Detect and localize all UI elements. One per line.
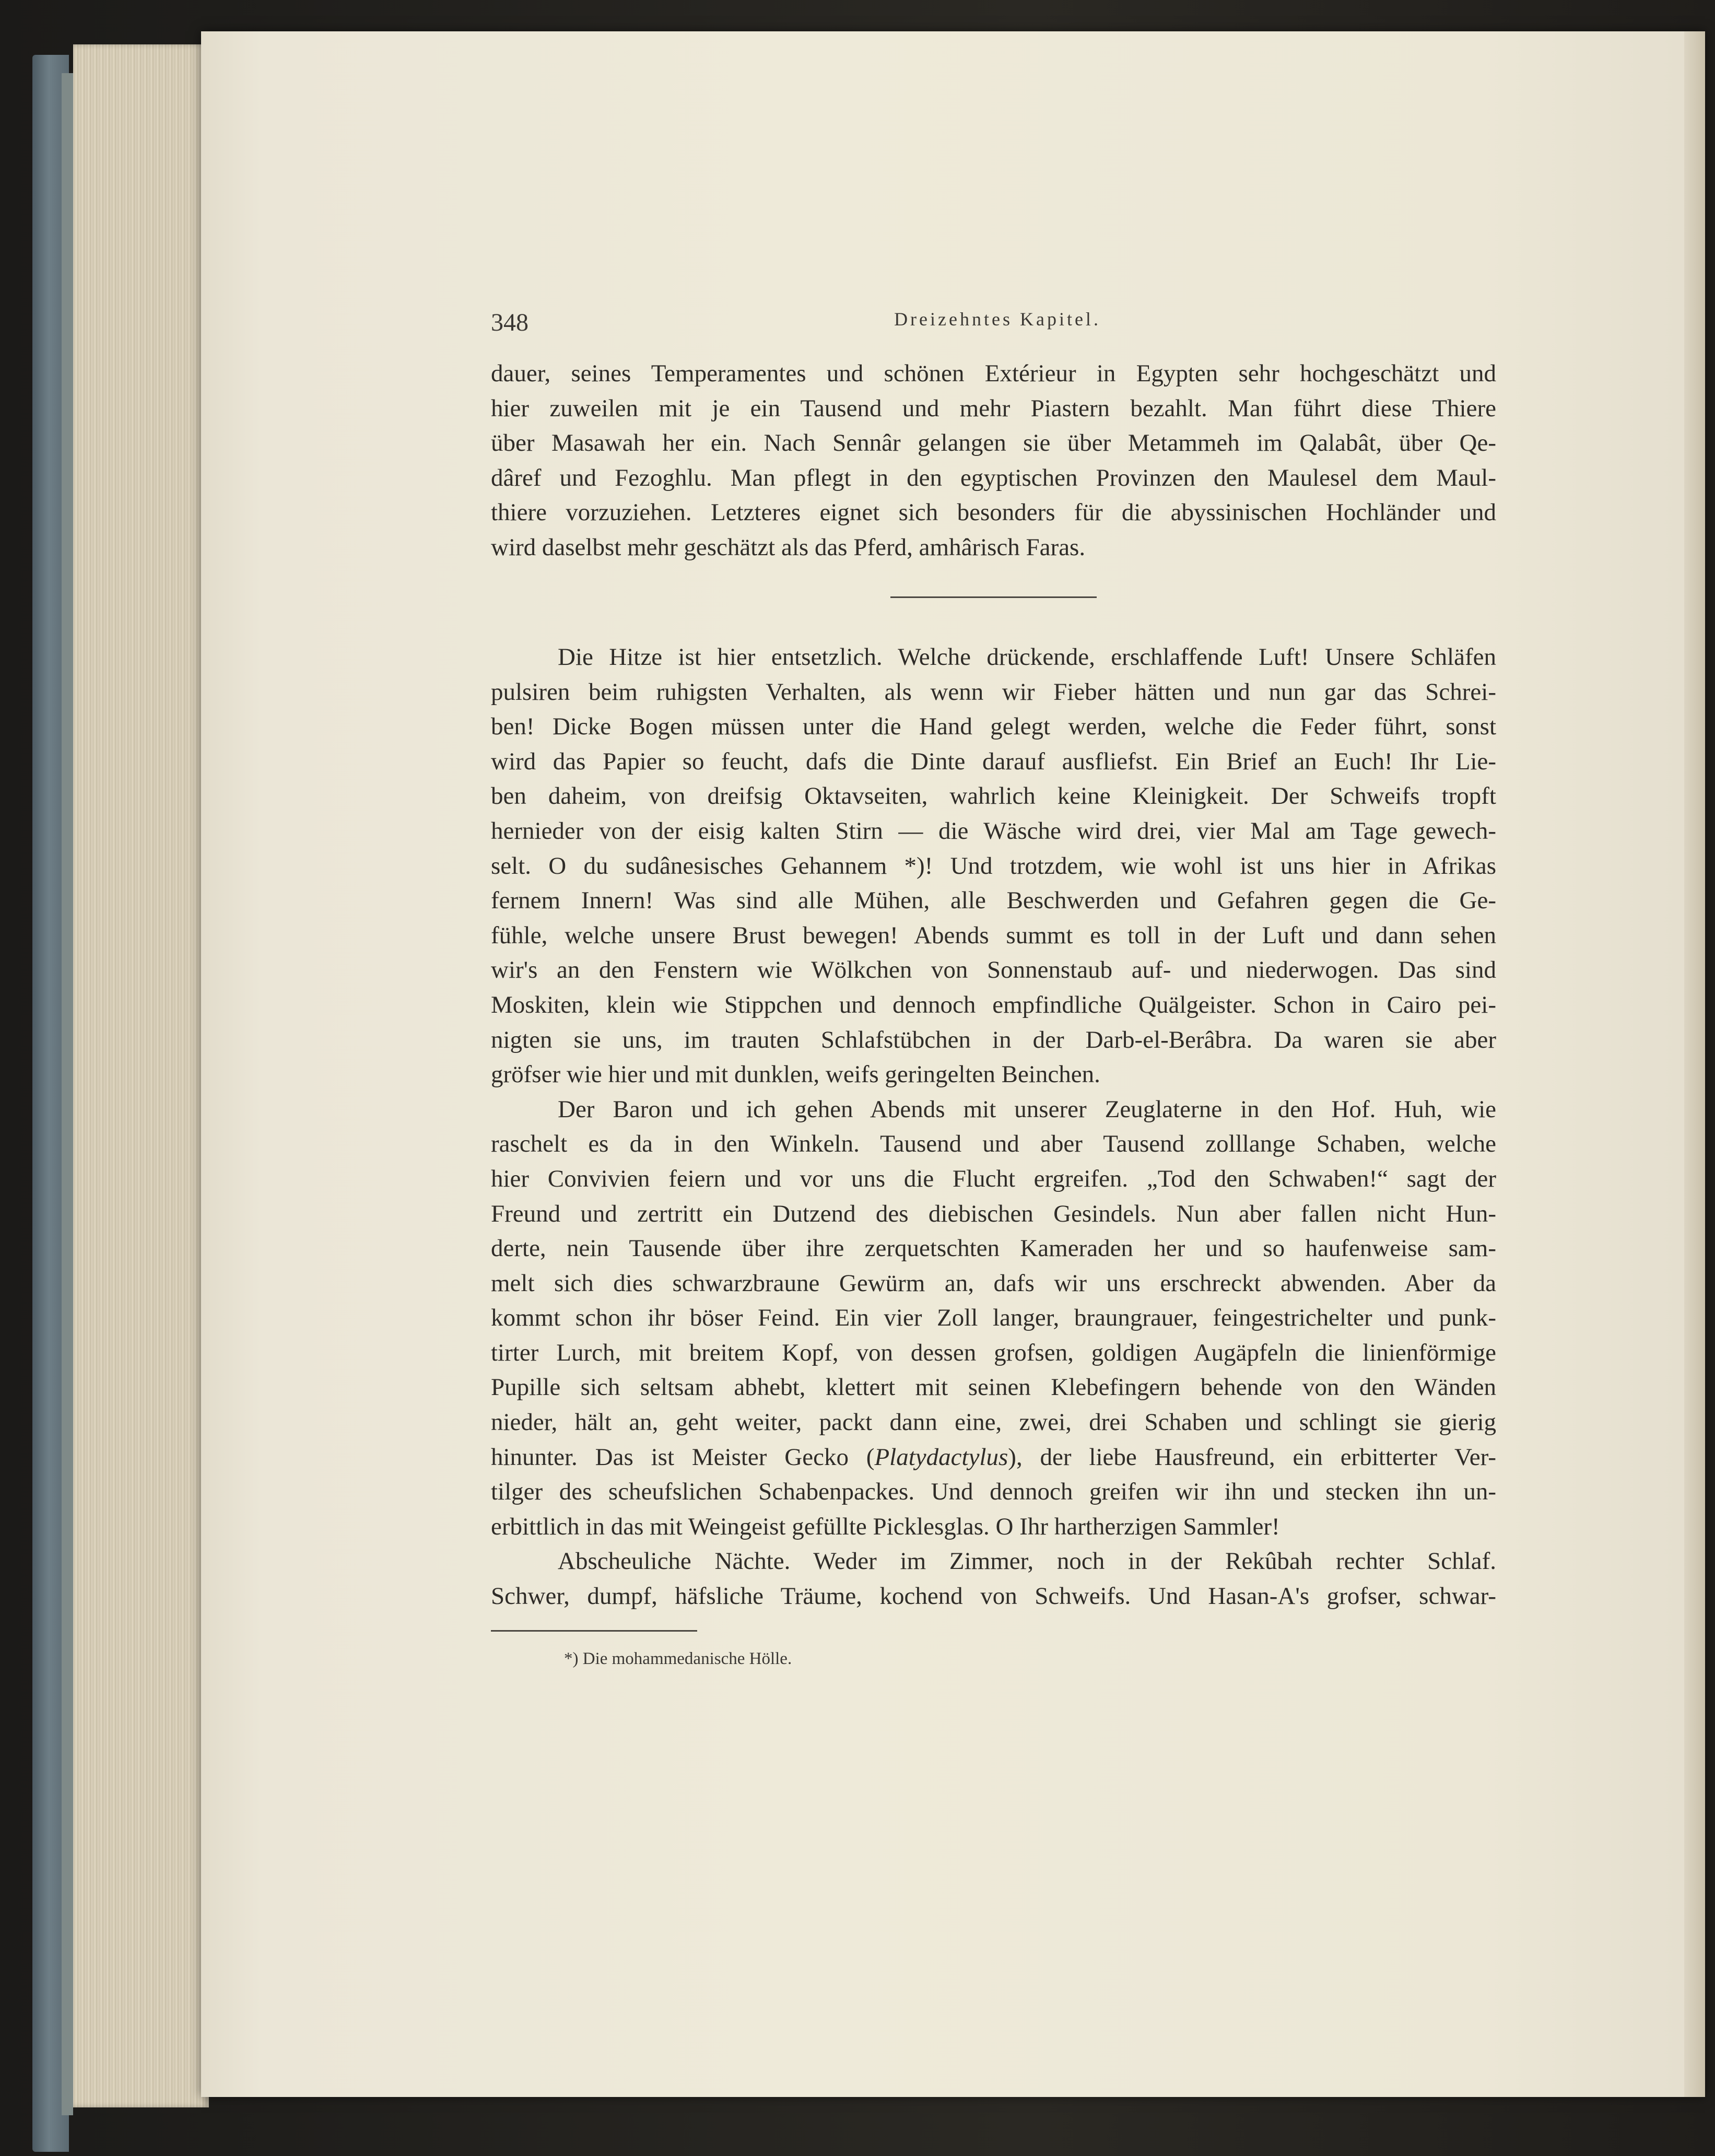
text-line: derte, nein Tausende über ihre zerquetschten Kameraden her und so haufenweise sam- <box>491 1235 1496 1262</box>
text-line: fernem Innern! Was sind alle Mühen, alle Beschwerden und Gefahren gegen die Ge- <box>491 887 1496 915</box>
text-line: raschelt es da in den Winkeln. Tausend und aber Tausend zolllange Schaben, welche <box>491 1130 1496 1158</box>
text-line: hier Convivien feiern und vor uns die Flucht ergreifen. „Tod den Schwaben!“ sagt der <box>491 1165 1496 1192</box>
text-line: Die Hitze ist hier entsetzlich. Welche drückende, erschlaffende Luft! Unsere Schläfen <box>558 643 1496 671</box>
text-line: hernieder von der eisig kalten Stirn — die Wäsche wird drei, vier Mal am Tage gewech- <box>491 817 1496 845</box>
page-number: 348 <box>491 309 528 336</box>
text-line: nigten sie uns, im trauten Schlafstübchen in der Darb-el-Berâbra. Da waren sie aber <box>491 1026 1496 1053</box>
body-text <box>491 640 1496 1614</box>
text-line: melt sich dies schwarzbraune Gewürm an, dafs wir uns erschreckt abwenden. Aber da <box>491 1269 1496 1297</box>
text-line: kommt schon ihr böser Feind. Ein vier Zoll langer, braungrauer, feingestrichelter und punk- <box>491 1304 1496 1332</box>
text-line: Pupille sich seltsam abhebt, klettert mit seinen Klebefingern behende von den Wänden <box>491 1374 1496 1401</box>
text-line: thiere vorzuziehen. Letzteres eignet sich besonders für die abyssinischen Hochländer und <box>491 499 1496 526</box>
text-line: Abscheuliche Nächte. Weder im Zimmer, noch in der Rekûbah rechter Schlaf. <box>558 1548 1496 1575</box>
section-divider <box>890 596 1097 598</box>
text-line: Schwer, dumpf, häfsliche Träume, kochend von Schweifs. Und Hasan-A's grofser, schwar- <box>491 1583 1496 1610</box>
text-line: tirter Lurch, mit breitem Kopf, von dessen grofsen, goldigen Augäpfeln die linienförmige <box>491 1339 1496 1366</box>
book-cover-inner-edge <box>62 73 73 2115</box>
page-right-edge <box>1684 31 1705 2097</box>
text-line: hier zuweilen mit je ein Tausend und mehr Piastern bezahlt. Man führt diese Thiere <box>491 394 1496 422</box>
text-line: wird daselbst mehr geschätzt als das Pferd, amhârisch Faras. <box>491 533 1086 561</box>
text-line: dâref und Fezoghlu. Man pflegt in den egyptischen Provinzen den Maulesel dem Maul- <box>491 464 1496 491</box>
text-line: gröfser wie hier und mit dunklen, weifs geringelten Beinchen. <box>491 1061 1100 1088</box>
text-line: Freund und zertritt ein Dutzend des diebischen Gesindels. Nun aber fallen nicht Hun- <box>491 1200 1496 1227</box>
footnote: *) Die mohammedanische Hölle. <box>564 1649 792 1668</box>
page-header <box>491 308 1504 345</box>
running-head: Dreizehntes Kapitel. <box>894 309 1101 330</box>
text-line: Moskiten, klein wie Stippchen und dennoch empfindliche Quälgeister. Schon in Cairo pei- <box>491 991 1496 1018</box>
text-line: dauer, seines Temperamentes und schönen Extérieur in Egypten sehr hochgeschätzt und <box>491 360 1496 387</box>
text-line: ben daheim, von dreifsig Oktavseiten, wahrlich keine Kleinigkeit. Der Schweifs tropft <box>491 782 1496 810</box>
text-line: nieder, hält an, geht weiter, packt dann eine, zwei, drei Schaben und schlingt sie gierig <box>491 1409 1496 1436</box>
text-line: über Masawah her ein. Nach Sennâr gelangen sie über Metammeh im Qalabât, über Qe- <box>491 429 1496 457</box>
text-line: ben! Dicke Bogen müssen unter die Hand gelegt werden, welche die Feder führt, sonst <box>491 713 1496 741</box>
page-stack-edges <box>73 44 209 2107</box>
text-line: wir's an den Fenstern wie Wölkchen von Sonnenstaub auf- und niederwogen. Das sind <box>491 956 1496 984</box>
footnote-rule <box>491 1630 697 1632</box>
paragraph-continuation <box>491 356 1496 565</box>
text-line: pulsiren beim ruhigsten Verhalten, als wenn wir Fieber hätten und nun gar das Schrei- <box>491 678 1496 706</box>
text-line: Der Baron und ich gehen Abends mit unserer Zeuglaterne in den Hof. Huh, wie <box>558 1095 1496 1123</box>
italic-genus: Platydactylus <box>874 1443 1008 1471</box>
text-line: tilger des scheufslichen Schabenpackes. Und dennoch greifen wir ihn und stecken ihn un- <box>491 1478 1496 1506</box>
text-line: fühle, welche unsere Brust bewegen! Abends summt es toll in der Luft und dann sehen <box>491 921 1496 949</box>
text-line: wird das Papier so feucht, dafs die Dinte darauf ausfliefst. Ein Brief an Euch! Ihr Lie- <box>491 747 1496 775</box>
text-line: selt. O du sudânesisches Gehannem *)! Und trotzdem, wie wohl ist uns hier in Afrikas <box>491 852 1496 880</box>
text-line: hinunter. Das ist Meister Gecko (Platydactylus), der liebe Hausfreund, ein erbitterter Ver- <box>491 1443 1496 1471</box>
text-line: erbittlich in das mit Weingeist gefüllte Picklesglas. O Ihr hartherzigen Sammler! <box>491 1513 1280 1540</box>
